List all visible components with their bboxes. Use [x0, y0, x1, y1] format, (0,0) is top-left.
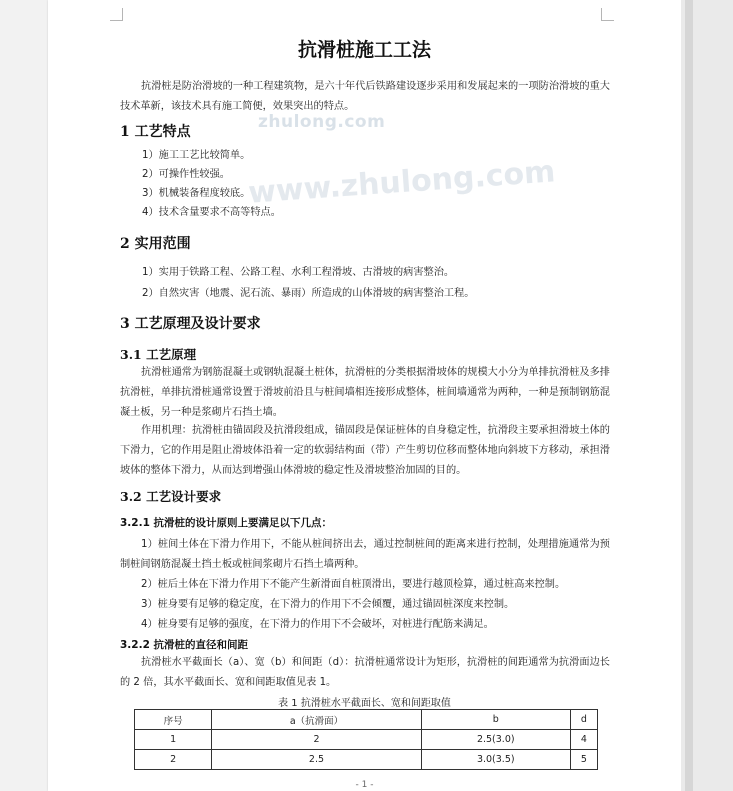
- crop-mark-top-right: [601, 8, 614, 21]
- list-item: 1）桩间土体在下滑力作用下，不能从桩间挤出去，通过控制桩间的距离来进行控制，处理措施通常为预制桩间钢筋混凝土挡土板或桩间浆砌片石挡土墙两种。: [120, 539, 610, 570]
- document-title: 抗滑桩施工工法: [297, 39, 431, 61]
- table-header-row: [135, 710, 598, 730]
- subsection-heading: 3.2 工艺设计要求: [120, 489, 222, 504]
- scrollbar[interactable]: [685, 0, 693, 791]
- table-caption: 表 1 抗滑桩水平截面长、宽和间距取值: [278, 698, 451, 709]
- table-cell: 2.5: [212, 750, 422, 770]
- table-cell: 2: [135, 750, 212, 770]
- crop-mark-top-left: [110, 8, 123, 21]
- table-header-cell: a（抗滑面）: [212, 710, 422, 730]
- left-margin-strip: [0, 0, 48, 791]
- list-item: 4）桩身要有足够的强度，在下滑力的作用下不会破坏，对桩进行配筋来满足。: [141, 619, 494, 630]
- subsubsection-heading: 3.2.1 抗滑桩的设计原则上要满足以下几点：: [120, 517, 333, 529]
- table-cell: 2: [212, 730, 422, 750]
- section-heading-1: 1 工艺特点: [120, 124, 191, 140]
- watermark: zhulong.com: [258, 112, 386, 132]
- list-item: 2）桩后土体在下滑力作用下不能产生新滑面自桩顶滑出，要进行越顶检算，通过桩高来控制。: [141, 579, 566, 590]
- table-cell: 4: [570, 730, 597, 750]
- table-header-cell: d: [570, 710, 597, 730]
- watermark: www.zhulong.com: [247, 154, 557, 211]
- page-number: - 1 -: [355, 780, 374, 790]
- list-item: 3）机械装备程度较底。: [142, 188, 251, 199]
- list-item: 1）施工工艺比较简单。: [142, 150, 251, 161]
- subsection-heading: 3.1 工艺原理: [120, 347, 197, 362]
- table-cell: 2.5(3.0): [421, 730, 570, 750]
- list-item: 2）自然灾害（地震、泥石流、暴雨）所造成的山体滑坡的病害整治工程。: [142, 288, 475, 299]
- table-cell: 3.0(3.5): [421, 750, 570, 770]
- document-page: [48, 0, 681, 791]
- table-cell: 1: [135, 730, 212, 750]
- table-row: [135, 730, 598, 750]
- list-item: 3）桩身要有足够的稳定度，在下滑力的作用下不会倾覆，通过锚固桩深度来控制。: [141, 599, 515, 610]
- list-item: 4）技术含量要求不高等特点。: [142, 207, 281, 218]
- table-header-cell: b: [421, 710, 570, 730]
- section-heading-2: 2 实用范围: [120, 236, 191, 252]
- paragraph: 抗滑桩水平截面长（a）、宽（b）和间距（d）：抗滑桩通常设计为矩形，抗滑桩的间距通常为抗滑面边长的 2 倍，其水平截面长、宽和间距取值见表 1。: [120, 657, 610, 688]
- table-header-cell: 序号: [135, 710, 212, 730]
- list-item: 1）实用于铁路工程、公路工程、水利工程滑坡、古滑坡的病害整治。: [142, 267, 455, 278]
- subsubsection-heading: 3.2.2 抗滑桩的直径和间距: [120, 639, 249, 651]
- list-item: 2）可操作性较强。: [142, 169, 230, 180]
- table-row: [135, 750, 598, 770]
- paragraph: 作用机理：抗滑桩由锚固段及抗滑段组成，锚固段是保证桩体的自身稳定性，抗滑段主要承担滑坡土体的下滑力，它的作用是阻止滑坡体沿着一定的软弱结构面（带）产生剪切位移而整体地向斜坡下方移动，承担滑坡体的整体下滑力，从而达到增强山体滑坡的稳定性及滑坡整治加固的目的。: [120, 425, 610, 476]
- intro-paragraph: 抗滑桩是防治滑坡的一种工程建筑物，是六十年代后铁路建设逐步采用和发展起来的一项防治滑坡的重大技术革新，该技术具有施工简便，效果突出的特点。: [120, 81, 610, 112]
- paragraph: 抗滑桩通常为钢筋混凝土或钢轨混凝土桩体，抗滑桩的分类根据滑坡体的规模大小分为单排抗滑桩及多排抗滑桩，单排抗滑桩通常设置于滑坡前沿且与桩间墙相连接形成整体，桩间墙通常为两种，一种是预制钢筋混凝土板，另一种是浆砌片石挡土墙。: [120, 367, 610, 418]
- data-table: [134, 709, 598, 770]
- section-heading-3: 3 工艺原理及设计要求: [120, 316, 261, 332]
- table-cell: 5: [570, 750, 597, 770]
